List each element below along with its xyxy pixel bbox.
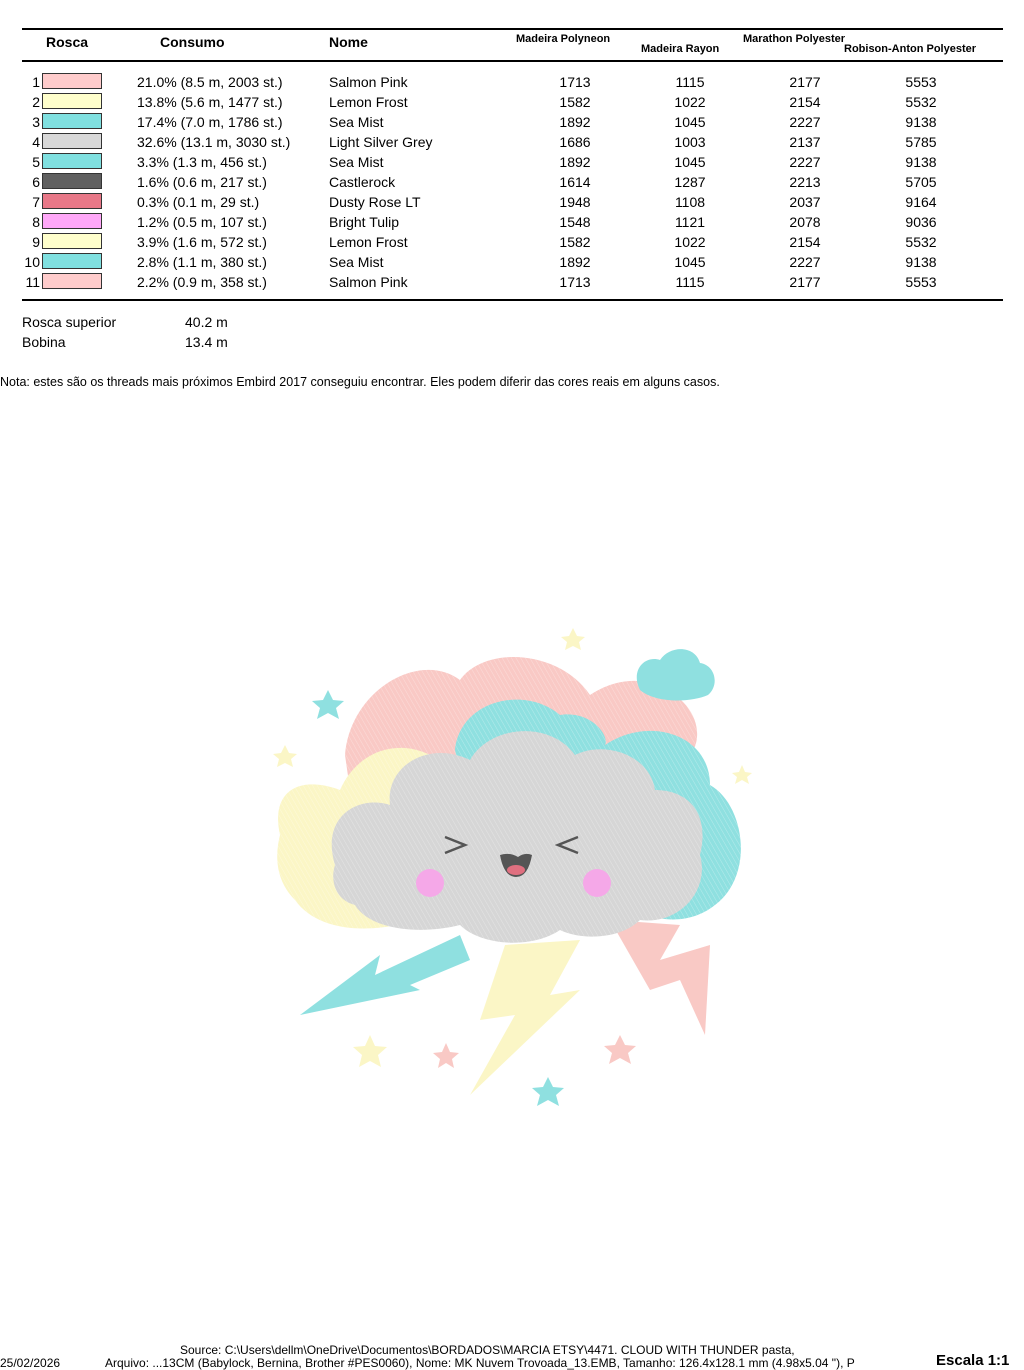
thread-name: Sea Mist	[329, 254, 384, 270]
marathon-polyester-code: 2078	[789, 214, 821, 230]
upper-thread-value: 40.2 m	[185, 314, 228, 330]
madeira-polyneon-code: 1892	[559, 114, 591, 130]
table-row	[0, 192, 1024, 212]
madeira-polyneon-code: 1614	[559, 174, 591, 190]
pink-star-bottom	[433, 1043, 459, 1068]
header-thread: Rosca	[46, 34, 89, 50]
thread-color-swatch	[42, 253, 102, 269]
thread-name: Light Silver Grey	[329, 134, 433, 150]
header-madeira-polyneon: Madeira Polyneon	[516, 33, 611, 45]
robison-anton-code: 9138	[905, 254, 937, 270]
marathon-polyester-code: 2154	[789, 234, 821, 250]
madeira-rayon-code: 1108	[674, 194, 706, 210]
thread-name: Castlerock	[329, 174, 396, 190]
marathon-polyester-code: 2154	[789, 94, 821, 110]
marathon-polyester-code: 2227	[789, 254, 821, 270]
thread-name: Bright Tulip	[329, 214, 400, 230]
header-name: Nome	[329, 34, 368, 50]
thread-consumption: 17.4% (7.0 m, 1786 st.)	[137, 114, 283, 130]
madeira-polyneon-code: 1892	[559, 154, 591, 170]
madeira-polyneon-code: 1948	[559, 194, 591, 210]
thread-consumption: 1.2% (0.5 m, 107 st.)	[137, 214, 267, 230]
thread-consumption: 3.9% (1.6 m, 572 st.)	[137, 234, 267, 250]
thread-color-swatch	[42, 193, 102, 209]
upper-thread-label: Rosca superior	[22, 314, 117, 330]
thread-color-swatch	[42, 273, 102, 289]
thread-consumption: 2.2% (0.9 m, 358 st.)	[137, 274, 267, 290]
robison-anton-code: 9164	[905, 194, 937, 210]
thread-number: 7	[32, 194, 40, 210]
footer-file-info: Arquivo: ...13CM (Babylock, Bernina, Brother #PES0060), Nome: MK Nuvem Trovoada_13.EMB, Tamanho: 126.4x128.1 mm (4.98x5.04 "), P	[105, 1356, 855, 1370]
table-row	[0, 272, 1024, 292]
table-bottom-rule	[22, 299, 1003, 301]
table-top-rule	[22, 28, 1003, 30]
thread-name: Lemon Frost	[329, 234, 408, 250]
table-row	[0, 252, 1024, 272]
yellow-star-bottom-left	[353, 1035, 387, 1067]
thread-number: 3	[32, 114, 40, 130]
marathon-polyester-code: 2037	[789, 194, 821, 210]
thread-color-swatch	[42, 133, 102, 149]
marathon-polyester-code: 2213	[789, 174, 821, 190]
footer-date: 25/02/2026	[0, 1356, 61, 1370]
embroidery-design-cloud-thunder	[260, 615, 770, 1115]
madeira-rayon-code: 1115	[675, 74, 705, 90]
madeira-polyneon-code: 1892	[559, 254, 591, 270]
table-row	[0, 232, 1024, 252]
thread-consumption: 1.6% (0.6 m, 217 st.)	[137, 174, 267, 190]
table-row	[0, 112, 1024, 132]
thread-match-note: Nota: estes são os threads mais próximos Embird 2017 conseguiu encontrar. Eles podem diferir das cores reais em alguns casos.	[0, 375, 720, 389]
header-consumption: Consumo	[160, 34, 225, 50]
marathon-polyester-code: 2227	[789, 154, 821, 170]
pink-star-bottom-right	[604, 1035, 636, 1064]
robison-anton-code: 5553	[905, 74, 937, 90]
thread-consumption: 32.6% (13.1 m, 3030 st.)	[137, 134, 291, 150]
yellow-star-left	[273, 745, 297, 767]
thread-consumption: 2.8% (1.1 m, 380 st.)	[137, 254, 267, 270]
thread-number: 8	[32, 214, 40, 230]
madeira-polyneon-code: 1582	[559, 234, 591, 250]
teal-star-top-left	[312, 690, 344, 719]
robison-anton-code: 5553	[905, 274, 937, 290]
marathon-polyester-code: 2137	[789, 134, 821, 150]
yellow-star-right	[732, 765, 752, 784]
teal-lightning-bolt	[300, 935, 470, 1015]
madeira-rayon-code: 1045	[674, 154, 706, 170]
robison-anton-code: 5705	[905, 174, 937, 190]
thread-color-swatch	[42, 93, 102, 109]
thread-number: 2	[32, 94, 40, 110]
thread-number: 5	[32, 154, 40, 170]
madeira-rayon-code: 1287	[674, 174, 706, 190]
thread-color-swatch	[42, 153, 102, 169]
thread-number: 9	[32, 234, 40, 250]
thread-consumption: 0.3% (0.1 m, 29 st.)	[137, 194, 260, 210]
header-marathon-polyester: Marathon Polyester	[743, 33, 846, 45]
madeira-polyneon-code: 1713	[559, 74, 591, 90]
table-row	[0, 92, 1024, 112]
table-row	[0, 72, 1024, 92]
yellow-star-top	[561, 628, 585, 650]
pink-lightning-bolt	[610, 920, 710, 1035]
thread-color-swatch	[42, 233, 102, 249]
header-robison-anton-polyester: Robison-Anton Polyester	[844, 43, 977, 55]
madeira-rayon-code: 1045	[674, 254, 706, 270]
madeira-rayon-code: 1022	[674, 234, 706, 250]
teal-star-bottom	[532, 1077, 564, 1106]
bobbin-label: Bobina	[22, 334, 66, 350]
footer-source: Source: C:\Users\dellm\OneDrive\Documentos\BORDADOS\MARCIA ETSY\4471. CLOUD WITH THUNDER pasta,	[180, 1343, 795, 1357]
madeira-polyneon-code: 1582	[559, 94, 591, 110]
thread-color-swatch	[42, 173, 102, 189]
small-teal-cloud	[637, 649, 715, 700]
robison-anton-code: 9138	[905, 114, 937, 130]
table-row	[0, 132, 1024, 152]
thread-consumption: 13.8% (5.6 m, 1477 st.)	[137, 94, 283, 110]
madeira-polyneon-code: 1713	[559, 274, 591, 290]
thread-number: 4	[32, 134, 40, 150]
footer-scale: Escala 1:1	[936, 1352, 1010, 1369]
thread-consumption: 21.0% (8.5 m, 2003 st.)	[137, 74, 283, 90]
robison-anton-code: 9138	[905, 154, 937, 170]
thread-name: Lemon Frost	[329, 94, 408, 110]
robison-anton-code: 5532	[905, 94, 937, 110]
thread-number: 1	[32, 74, 40, 90]
thread-name: Salmon Pink	[329, 74, 408, 90]
thread-number: 6	[32, 174, 40, 190]
left-cheek	[416, 869, 444, 897]
thread-color-swatch	[42, 73, 102, 89]
thread-color-swatch	[42, 113, 102, 129]
table-row	[0, 172, 1024, 192]
robison-anton-code: 5785	[905, 134, 937, 150]
marathon-polyester-code: 2177	[789, 274, 821, 290]
marathon-polyester-code: 2177	[789, 74, 821, 90]
thread-name: Dusty Rose LT	[329, 194, 421, 210]
thread-consumption: 3.3% (1.3 m, 456 st.)	[137, 154, 267, 170]
bobbin-value: 13.4 m	[185, 334, 228, 350]
madeira-rayon-code: 1045	[674, 114, 706, 130]
madeira-polyneon-code: 1548	[559, 214, 591, 230]
thread-color-swatch	[42, 213, 102, 229]
tongue	[507, 865, 525, 875]
madeira-rayon-code: 1121	[674, 214, 706, 230]
thread-name: Sea Mist	[329, 154, 384, 170]
thread-number: 10	[24, 254, 40, 270]
thread-name: Salmon Pink	[329, 274, 408, 290]
robison-anton-code: 9036	[905, 214, 937, 230]
thread-name: Sea Mist	[329, 114, 384, 130]
header-madeira-rayon: Madeira Rayon	[641, 43, 720, 55]
madeira-rayon-code: 1003	[674, 134, 706, 150]
madeira-rayon-code: 1022	[674, 94, 706, 110]
thread-number: 11	[25, 274, 40, 290]
right-cheek	[583, 869, 611, 897]
yellow-lightning-bolt	[470, 940, 580, 1095]
madeira-rayon-code: 1115	[675, 274, 705, 290]
madeira-polyneon-code: 1686	[559, 134, 591, 150]
marathon-polyester-code: 2227	[789, 114, 821, 130]
table-row	[0, 212, 1024, 232]
table-row	[0, 152, 1024, 172]
table-header-rule	[22, 60, 1003, 62]
robison-anton-code: 5532	[905, 234, 937, 250]
